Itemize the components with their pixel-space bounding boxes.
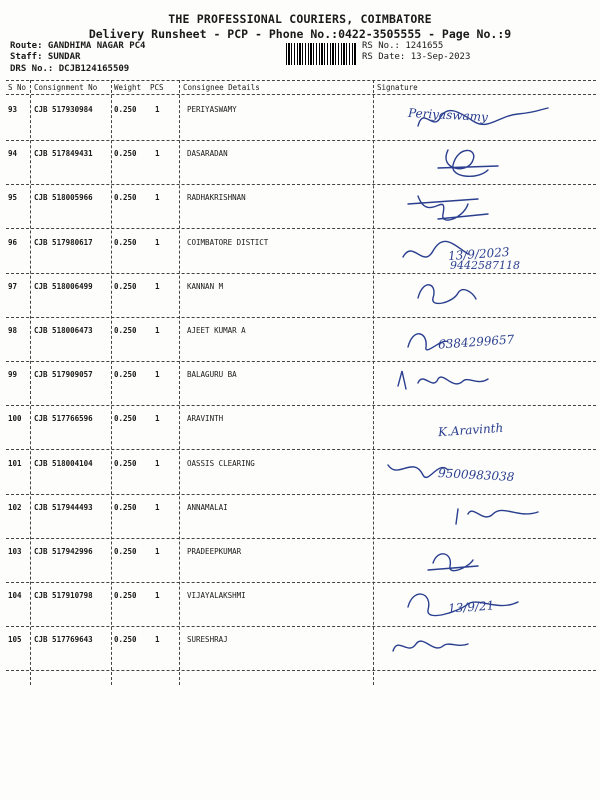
signature-scribble xyxy=(378,273,578,317)
row-sno: 94 xyxy=(8,149,18,159)
row-sno: 101 xyxy=(8,458,22,468)
signature-handwritten xyxy=(378,405,578,449)
col-pcs: PCS xyxy=(150,83,164,92)
row-weight: 0.250 xyxy=(114,547,137,556)
row-consignment: CJB 518005966 xyxy=(34,193,93,203)
col-consignee: Consignee Details xyxy=(183,83,260,92)
row-consignee: PRADEEPKUMAR xyxy=(187,547,242,556)
table-row xyxy=(0,317,600,361)
row-sno: 98 xyxy=(8,326,18,335)
row-consignee: BALAGURU BA xyxy=(187,370,237,380)
signature-scribble xyxy=(378,626,578,670)
route-label: Route: GANDHIMA NAGAR PC4 xyxy=(10,41,146,51)
signature-phone: 9442587118 xyxy=(450,258,520,272)
table-row xyxy=(0,184,600,228)
row-consignee: OASSIS CLEARING xyxy=(187,458,255,468)
signature-handwritten xyxy=(378,273,578,317)
row-sno: 103 xyxy=(8,547,22,556)
row-consignment: CJB 517980617 xyxy=(34,237,93,247)
row-consignment: CJB 517910798 xyxy=(34,591,93,601)
table-row xyxy=(0,96,600,140)
col-weight: Weight xyxy=(114,83,142,92)
row-weight: 0.250 xyxy=(114,193,137,203)
signature-text: 6384299657 xyxy=(437,332,515,352)
row-consignment: CJB 518004104 xyxy=(34,458,93,468)
table-row xyxy=(0,273,600,317)
runsheet-title: THE PROFESSIONAL COURIERS, COIMBATORE xyxy=(168,12,432,26)
row-pcs: 1 xyxy=(155,370,160,380)
row-sno: 105 xyxy=(8,635,22,645)
table-row xyxy=(0,538,600,582)
signature-handwritten xyxy=(378,494,578,538)
row-weight: 0.250 xyxy=(114,635,137,645)
row-pcs: 1 xyxy=(155,149,160,159)
row-weight: 0.250 xyxy=(114,237,137,247)
row-weight: 0.250 xyxy=(114,502,137,512)
row-consignment: CJB 517944493 xyxy=(34,502,93,512)
table-row xyxy=(0,405,600,449)
table-row xyxy=(0,626,600,670)
signature-text: Periyaswamy xyxy=(407,105,489,125)
signature-handwritten xyxy=(378,229,578,273)
row-consignee: KANNAN M xyxy=(187,281,224,291)
row-weight: 0.250 xyxy=(114,105,137,114)
staff-label: Staff: SUNDAR xyxy=(10,52,81,62)
row-weight: 0.250 xyxy=(114,414,137,424)
row-consignment: CJB 517909057 xyxy=(34,370,93,380)
row-consignee: DASARADAN xyxy=(187,149,228,159)
rs-number: RS No.: 1241655 xyxy=(362,41,444,51)
signature-handwritten xyxy=(378,140,578,184)
signature-handwritten xyxy=(378,184,578,228)
row-consignee: PERIYASWAMY xyxy=(187,105,237,114)
signature-scribble xyxy=(378,361,578,405)
drs-number: DRS No.: DCJB124165509 xyxy=(10,64,130,74)
table-row xyxy=(0,361,600,405)
row-consignment: CJB 517942996 xyxy=(34,547,93,556)
signature-handwritten xyxy=(378,361,578,405)
row-pcs: 1 xyxy=(155,591,160,601)
row-consignment: CJB 518006473 xyxy=(34,326,93,335)
signature-handwritten xyxy=(378,96,578,140)
signature-scribble xyxy=(378,494,578,538)
row-consignee: ARAVINTH xyxy=(187,414,224,424)
row-weight: 0.250 xyxy=(114,149,137,159)
row-sno: 99 xyxy=(8,370,18,380)
row-consignee: ANNAMALAI xyxy=(187,502,228,512)
table-row xyxy=(0,582,600,626)
row-pcs: 1 xyxy=(155,281,160,291)
row-sno: 97 xyxy=(8,281,18,291)
runsheet-subtitle: Delivery Runsheet - PCP - Phone No.:0422-3505555 - Page No.:9 xyxy=(88,27,512,41)
row-consignee: AJEET KUMAR A xyxy=(187,326,246,335)
row-consignee: VIJAYALAKSHMI xyxy=(187,591,246,601)
col-consignment: Consignment No xyxy=(34,83,98,92)
row-sno: 93 xyxy=(8,105,18,114)
row-sno: 100 xyxy=(8,414,22,424)
row-consignee: COIMBATORE DISTICT xyxy=(187,237,269,247)
row-pcs: 1 xyxy=(155,547,160,556)
row-pcs: 1 xyxy=(155,458,160,468)
row-consignment: CJB 517930984 xyxy=(34,105,93,114)
signature-text: 13/9/2023 xyxy=(447,244,510,263)
col-sno: S No xyxy=(8,83,27,92)
row-rule xyxy=(6,670,596,671)
row-consignee: RADHAKRISHNAN xyxy=(187,193,246,203)
signature-handwritten xyxy=(378,626,578,670)
signature-handwritten xyxy=(378,582,578,626)
table-row xyxy=(0,229,600,273)
signature-text: 9500983038 xyxy=(437,465,515,484)
table-row xyxy=(0,494,600,538)
row-pcs: 1 xyxy=(155,414,160,424)
table-header-rule xyxy=(6,94,596,95)
row-consignment: CJB 518006499 xyxy=(34,281,93,291)
row-sno: 95 xyxy=(8,193,18,203)
row-consignment: CJB 517849431 xyxy=(34,149,93,159)
row-sno: 102 xyxy=(8,502,22,512)
row-pcs: 1 xyxy=(155,502,160,512)
row-pcs: 1 xyxy=(155,237,160,247)
signature-handwritten xyxy=(378,317,578,361)
signature-scribble xyxy=(378,538,578,582)
signature-scribble xyxy=(378,184,578,228)
row-consignee: SURESHRAJ xyxy=(187,635,228,645)
barcode-image xyxy=(286,43,356,65)
table-top-rule xyxy=(6,80,596,81)
row-sno: 104 xyxy=(8,591,22,601)
signature-handwritten xyxy=(378,538,578,582)
row-consignment: CJB 517766596 xyxy=(34,414,93,424)
row-pcs: 1 xyxy=(155,105,160,114)
signature-scribble xyxy=(378,140,578,184)
row-weight: 0.250 xyxy=(114,591,137,601)
row-weight: 0.250 xyxy=(114,458,137,468)
signature-text: K.Aravinth xyxy=(437,421,504,440)
row-weight: 0.250 xyxy=(114,326,137,335)
table-row xyxy=(0,450,600,494)
row-pcs: 1 xyxy=(155,635,160,645)
rs-date: RS Date: 13-Sep-2023 xyxy=(362,52,471,62)
signature-handwritten xyxy=(378,450,578,494)
row-weight: 0.250 xyxy=(114,370,137,380)
row-sno: 96 xyxy=(8,237,18,247)
row-pcs: 1 xyxy=(155,193,160,203)
col-signature: Signature xyxy=(377,83,418,92)
row-pcs: 1 xyxy=(155,326,160,335)
row-consignment: CJB 517769643 xyxy=(34,635,93,645)
table-row xyxy=(0,140,600,184)
signature-text: 13/9/21 xyxy=(447,598,495,616)
row-weight: 0.250 xyxy=(114,281,137,291)
